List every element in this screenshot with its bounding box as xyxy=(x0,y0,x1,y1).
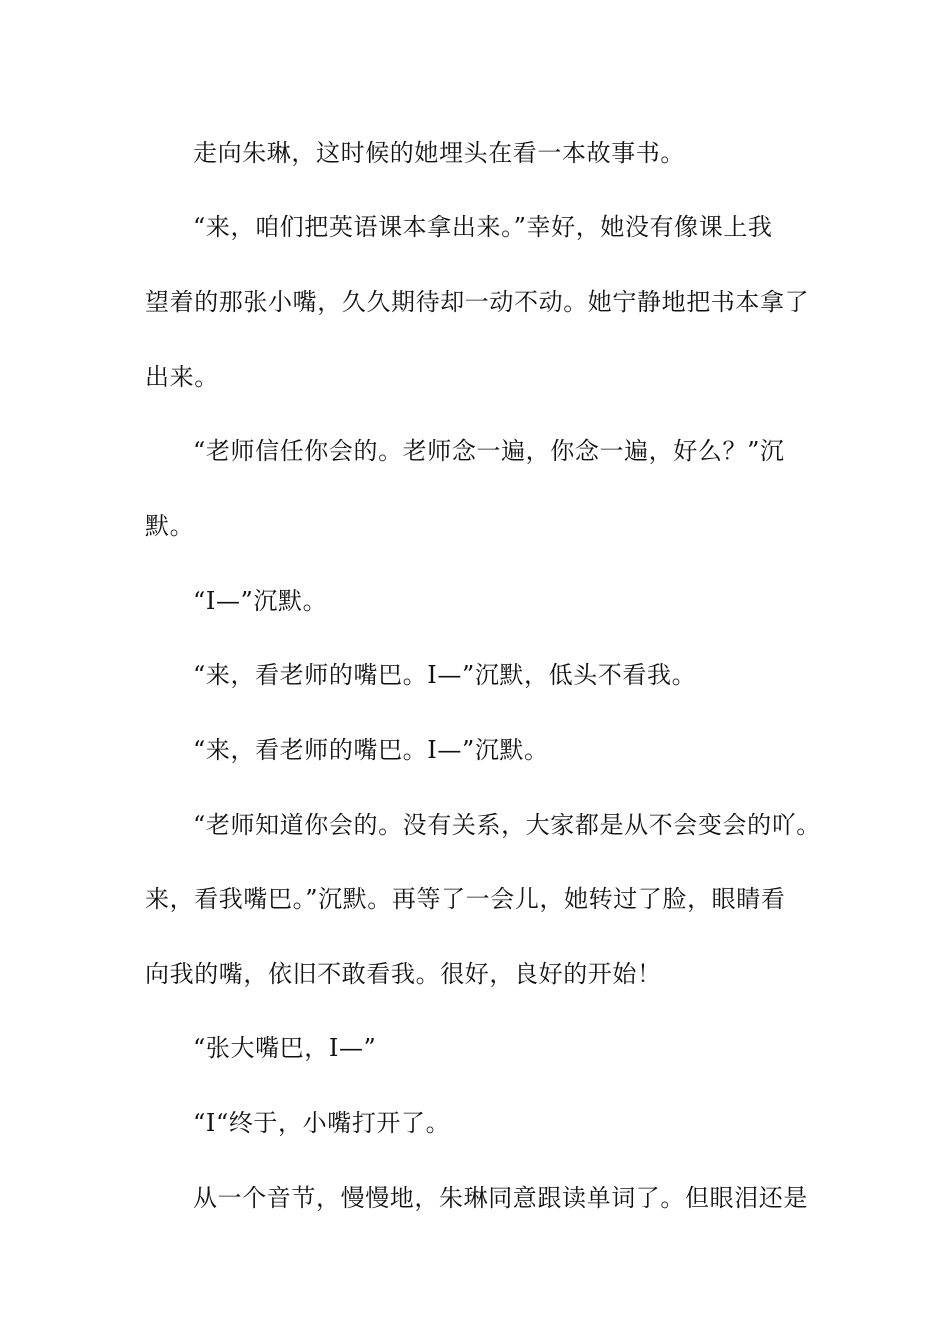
text-line-14: “I“终于，小嘴打开了。 xyxy=(193,1109,451,1137)
text-line-5: “老师信任你会的。老师念一遍，你念一遍，好么？”沉 xyxy=(193,437,785,465)
text-line-10: “老师知道你会的。没有关系，大家都是从不会变会的吖。 xyxy=(193,811,821,839)
text-line-1: 走向朱琳，这时候的她埋头在看一本故事书。 xyxy=(193,139,685,167)
text-line-11: 来，看我嘴巴。”沉默。再等了一会儿，她转过了脸，眼睛看 xyxy=(145,885,786,913)
text-line-15: 从一个音节，慢慢地，朱琳同意跟读单词了。但眼泪还是 xyxy=(193,1184,808,1212)
text-line-4: 出来。 xyxy=(145,363,219,391)
text-line-6: 默。 xyxy=(145,512,195,540)
text-line-13: “张大嘴巴，I—” xyxy=(193,1034,377,1062)
text-line-2: “来，咱们把英语课本拿出来。”幸好，她没有像课上我 xyxy=(193,213,773,241)
text-line-3: 望着的那张小嘴，久久期待却一动不动。她宁静地把书本拿了 xyxy=(145,288,810,316)
text-line-12: 向我的嘴，依旧不敢看我。很好，良好的开始！ xyxy=(145,960,662,988)
text-line-8: “来，看老师的嘴巴。I—”沉默，低头不看我。 xyxy=(193,661,697,689)
text-line-7: “I—”沉默。 xyxy=(193,587,328,615)
text-line-9: “来，看老师的嘴巴。I—”沉默。 xyxy=(193,736,549,764)
